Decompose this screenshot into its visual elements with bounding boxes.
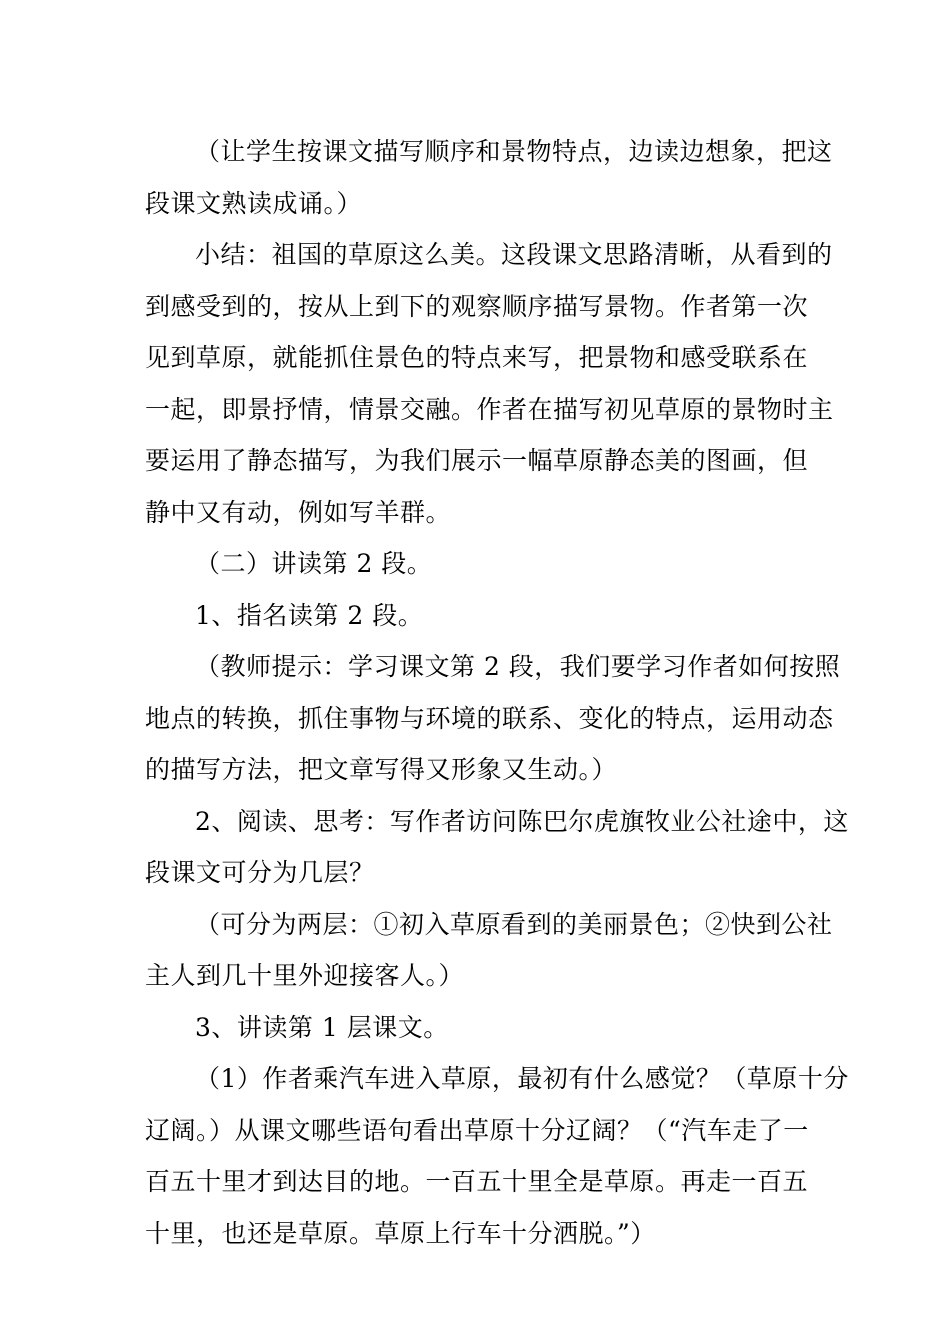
paragraph — [145, 126, 833, 229]
paragraph — [145, 590, 807, 642]
text-line: 小结：祖国的草原这么美。这段课文思路清晰，从看到的 — [195, 240, 833, 269]
document-body — [145, 126, 849, 1259]
paragraph — [145, 796, 849, 899]
text-line: 辽阔。）从课文哪些语句看出草原十分辽阔？（“汽车走了一 — [145, 1115, 809, 1145]
text-line: 见到草原，就能抓住景色的特点来写，把景物和感受联系在 — [145, 343, 809, 372]
text-line: （1）作者乘汽车进入草原，最初有什么感觉？（草原十分 — [195, 1064, 849, 1093]
paragraph — [145, 899, 833, 1002]
text-line: 段课文熟读成诵。） — [145, 188, 363, 218]
text-line: 的描写方法，把文章写得又形象又生动。） — [145, 755, 618, 784]
text-line: 段课文可分为几层？ — [145, 858, 375, 887]
text-line: 主人到几十里外迎接客人。） — [145, 961, 465, 990]
text-line: 3、讲读第 1 层课文。 — [195, 1012, 449, 1042]
text-line: 一起，即景抒情，情景交融。作者在描写初见草原的景物时主 — [145, 394, 834, 424]
text-line: 1、指名读第 2 段。 — [195, 600, 424, 630]
text-line: （可分为两层：①初入草原看到的美丽景色；②快到公社 — [195, 909, 833, 939]
text-line: 百五十里才到达目的地。一百五十里全是草原。再走一百五 — [145, 1167, 809, 1196]
paragraph — [145, 641, 841, 796]
text-line: （让学生按课文描写顺序和景物特点，边读边想象，把这 — [195, 137, 833, 166]
paragraph — [145, 1002, 807, 1054]
text-line: 到感受到的，按从上到下的观察顺序描写景物。作者第一次 — [145, 291, 809, 321]
text-line: （教师提示：学习课文第 2 段，我们要学习作者如何按照 — [195, 652, 841, 681]
text-line: （二）讲读第 2 段。 — [195, 549, 433, 578]
text-line: 地点的转换，抓住事物与环境的联系、变化的特点，运用动态 — [145, 703, 834, 733]
section-heading — [145, 538, 807, 590]
text-line: 要运用了静态描写，为我们展示一幅草原静态美的图画，但 — [145, 446, 809, 475]
paragraph — [145, 229, 834, 538]
paragraph — [145, 1053, 849, 1259]
text-line: 2、阅读、思考：写作者访问陈巴尔虎旗牧业公社途中，这 — [195, 806, 849, 836]
text-line: 静中又有动，例如写羊群。 — [145, 497, 452, 527]
text-line: 十里，也还是草原。草原上行车十分洒脱。”） — [145, 1218, 656, 1248]
